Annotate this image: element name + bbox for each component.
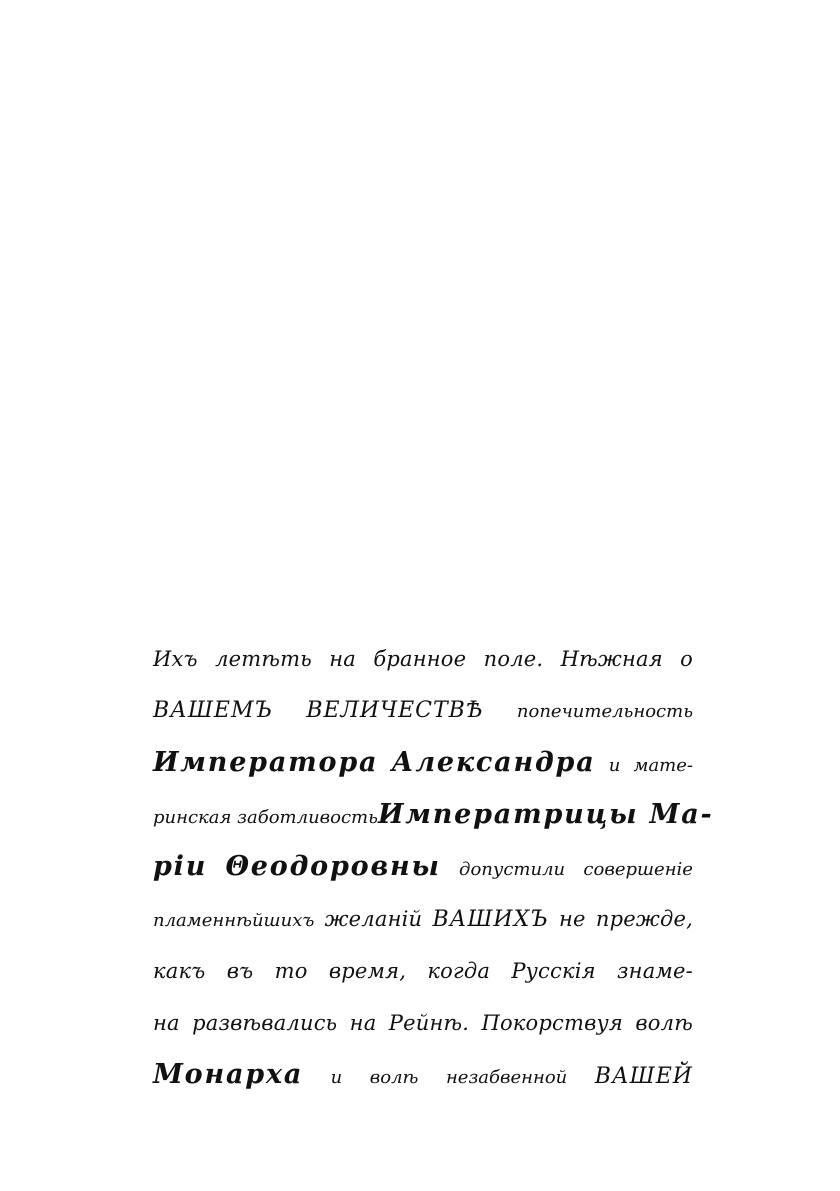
word: поле. [483, 647, 544, 671]
word: Ихъ [153, 647, 198, 671]
text-line-3 [153, 737, 693, 789]
emphasized-name: Императора [153, 747, 379, 778]
word: ринская заботливость [153, 807, 378, 828]
text-line-7 [153, 945, 693, 997]
word: не [558, 907, 586, 931]
word: Рейнѣ. [388, 1011, 470, 1035]
emphasized-name: Θеодоровны [225, 851, 441, 882]
word: и [330, 1067, 343, 1088]
emphasized-name: ріи [153, 851, 208, 882]
text-line-2 [153, 685, 693, 737]
word: Покорствуя [481, 1011, 624, 1035]
word: на [349, 1011, 377, 1035]
word: мате- [633, 755, 693, 776]
text-line-8 [153, 997, 693, 1049]
word: какъ [153, 959, 206, 983]
word: ВАШИХЪ [432, 907, 549, 932]
emphasized-name: Императрицы Ма- [377, 799, 714, 830]
word: о [680, 647, 693, 671]
word: Русскія [511, 959, 596, 983]
word: знаме- [617, 959, 693, 983]
text-block [153, 633, 714, 1101]
word: незабвенной [445, 1067, 568, 1088]
word: совершеніе [583, 859, 693, 880]
emphasized-name: Монарха [153, 1059, 304, 1090]
word: пламеннѣйшихъ [153, 910, 315, 931]
word: на [329, 647, 357, 671]
word: когда [427, 959, 491, 983]
word: волѣ [369, 1067, 419, 1088]
emphasized-name: Александра [391, 747, 596, 778]
word: летѣть [215, 647, 312, 671]
word: и [608, 755, 621, 776]
word: бранное [373, 647, 467, 671]
word: время, [328, 959, 407, 983]
text-line-4 [153, 789, 714, 841]
word: въ [226, 959, 254, 983]
word: ВЕЛИЧЕСТВѢ [306, 698, 484, 723]
word: Нѣжная [560, 647, 663, 671]
word: на [153, 1011, 180, 1035]
text-line-1 [153, 633, 693, 685]
word: ВАШЕМЪ [153, 698, 273, 723]
word: развѣвались [192, 1011, 338, 1035]
word: то [274, 959, 308, 983]
word: допустили [459, 859, 566, 880]
word: ВАШЕЙ [594, 1064, 693, 1089]
word: волѣ [635, 1011, 693, 1035]
text-line-5 [153, 841, 693, 893]
word: попечительность [516, 701, 693, 722]
text-line-9 [153, 1049, 693, 1101]
text-line-6 [153, 893, 693, 945]
word: желаній [324, 907, 423, 931]
word: прежде, [595, 907, 693, 931]
